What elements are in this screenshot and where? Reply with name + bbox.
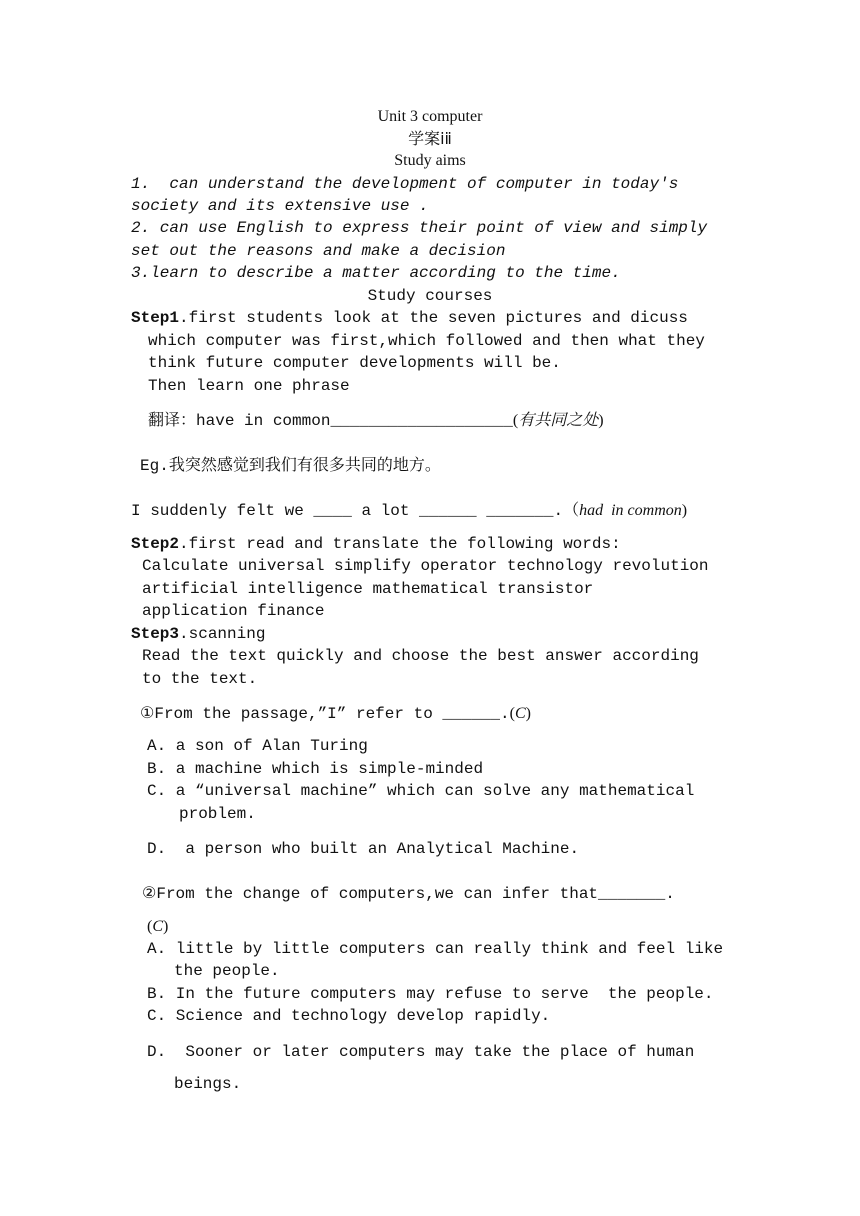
question-1-option-d: D. a person who built an Analytical Machine. <box>147 840 580 858</box>
fill-blank-answer: had in common <box>579 502 682 519</box>
question-1-option-c-cont: problem. <box>179 805 256 823</box>
question-2-answer: C <box>152 918 163 935</box>
step2-label: Step2 <box>131 535 180 553</box>
question-1-answer: C <box>514 705 526 722</box>
question-2-answer-line <box>147 917 168 937</box>
aim-line-4: set out the reasons and make a decision <box>131 242 506 260</box>
question-2-option-a: A. little by little computers can really think and feel like <box>147 940 724 958</box>
step2-word-line-1: Calculate universal simplify operator technology revolution <box>142 557 709 575</box>
question-2-paren-open: ( <box>147 918 153 935</box>
step3-text: .scanning <box>179 625 266 643</box>
question-1-option-a: A. a son of Alan Turing <box>147 737 368 755</box>
step2-first-line <box>131 534 621 554</box>
fill-blank-paren-close: ) <box>681 502 688 519</box>
question-2-paren-close: ) <box>163 918 169 935</box>
question-2-option-d: D. Sooner or later computers may take the place of human <box>147 1043 695 1061</box>
aim-line-1: 1. can understand the development of computer in today's <box>131 175 679 193</box>
step1-first-line <box>131 308 688 328</box>
step1-line-2: which computer was first,which followed and then what they <box>148 332 705 350</box>
translate-line <box>148 410 604 431</box>
question-1-stem <box>140 704 531 724</box>
question-1-option-c: C. a “universal machine” which can solve any mathematical <box>147 782 695 800</box>
translate-paren-open: ( <box>512 412 519 429</box>
step3-first-line <box>131 624 265 644</box>
study-aims-heading: Study aims <box>394 152 466 169</box>
step2-text: .first read and translate the following words: <box>179 535 621 553</box>
question-2-stem: ②From the change of computers,we can infer that_______. <box>142 885 675 903</box>
example-prefix: Eg. <box>140 457 169 475</box>
step1-label: Step1 <box>131 309 180 327</box>
step3-line-3: to the text. <box>142 670 258 688</box>
step3-line-2: Read the text quickly and choose the best answer according <box>142 647 699 665</box>
question-2-option-c: C. Science and technology develop rapidly. <box>147 1007 551 1025</box>
fill-blank-sentence <box>131 501 687 521</box>
translate-answer: 有共同之处 <box>518 410 599 429</box>
question-2-option-b: B. In the future computers may refuse to serve the people. <box>147 985 714 1003</box>
step1-text: .first students look at the seven pictures and dicuss <box>179 309 688 327</box>
document-subtitle: 学案ⅰⅱ <box>408 129 452 148</box>
example-chinese-sentence: 我突然感觉到我们有很多共同的地方。 <box>168 455 441 474</box>
question-2-option-a-cont: the people. <box>174 962 280 980</box>
step1-line-4: Then learn one phrase <box>148 377 350 395</box>
step2-word-line-3: application finance <box>142 602 325 620</box>
document-title: Unit 3 computer <box>377 108 483 125</box>
aim-line-3: 2. can use English to express their point of view and simply <box>131 219 708 237</box>
study-courses-heading: Study courses <box>367 287 493 305</box>
fill-blank-text: I suddenly felt we ____ a lot ______ _______. <box>131 502 564 520</box>
example-line <box>140 455 441 476</box>
question-1-text: ①From the passage,”I” refer to ______. <box>140 705 510 723</box>
question-1-paren-open: ( <box>509 705 515 722</box>
question-1-paren-close: ) <box>525 705 531 722</box>
aim-line-5: 3.learn to describe a matter according to the time. <box>131 264 621 282</box>
step3-label: Step3 <box>131 625 180 643</box>
fill-blank-paren-open: （ <box>563 502 580 519</box>
question-2-option-d-cont: beings. <box>174 1075 242 1093</box>
translate-paren-close: ) <box>598 412 604 429</box>
aim-line-2: society and its extensive use . <box>131 197 429 215</box>
translate-prefix: 翻译： <box>148 410 197 429</box>
translate-phrase: have in common___________________ <box>196 412 513 430</box>
question-1-option-b: B. a machine which is simple-minded <box>147 760 484 778</box>
step1-line-3: think future computer developments will be. <box>148 354 561 372</box>
step2-word-line-2: artificial intelligence mathematical transistor <box>142 580 594 598</box>
